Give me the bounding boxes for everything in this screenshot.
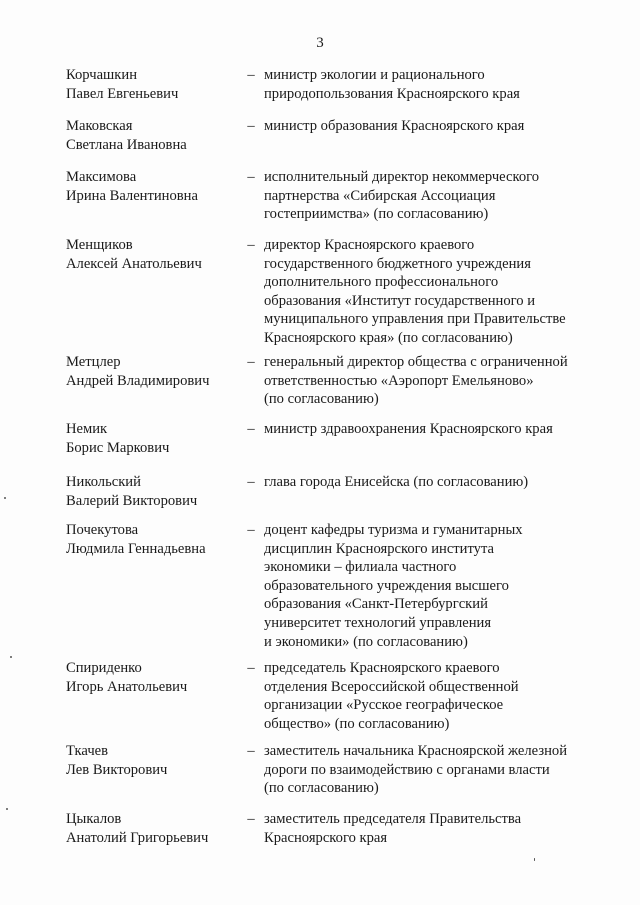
member-position — [264, 420, 604, 439]
member-surname: Метцлер — [66, 354, 121, 370]
position-line: дополнительного профессионального — [264, 274, 499, 291]
position-line: доцент кафедры туризма и гуманитарных — [264, 522, 523, 538]
position-line: природопользования Красноярского края — [264, 85, 520, 102]
scan-speck — [534, 858, 535, 861]
position-line: генеральный директор общества с ограниченной — [264, 354, 568, 370]
member-given-name: Андрей Владимирович — [66, 372, 210, 389]
member-given-name: Лев Викторович — [66, 761, 168, 778]
member-given-name: Борис Маркович — [66, 439, 170, 456]
position-line: организации «Русское географическое — [264, 697, 504, 714]
position-line: Красноярского края — [264, 829, 388, 846]
position-line: министр образования Красноярского края — [264, 118, 525, 134]
dash: – — [247, 743, 255, 759]
position-line: председатель Красноярского краевого — [264, 660, 500, 676]
position-line: исполнительный директор некоммерческого — [264, 169, 540, 185]
position-line: экономики – филиала частного — [264, 559, 457, 576]
member-given-name: Людмила Геннадьевна — [66, 540, 206, 557]
dash: – — [247, 118, 255, 134]
member-name — [66, 742, 241, 779]
member-given-name: Алексей Анатольевич — [66, 255, 202, 272]
member-name — [66, 66, 241, 103]
dash: – — [247, 811, 255, 827]
position-line: заместитель председателя Правительства — [264, 811, 522, 827]
dash: – — [247, 522, 255, 538]
member-surname: Почекутова — [66, 522, 139, 538]
member-surname: Немик — [66, 421, 108, 437]
position-line: университет технологий управления — [264, 614, 492, 631]
position-line: государственного бюджетного учреждения — [264, 255, 531, 272]
position-line: дисциплин Красноярского института — [264, 540, 495, 557]
position-line: заместитель начальника Красноярской железной — [264, 743, 568, 759]
position-line: общество» (по согласованию) — [264, 715, 450, 732]
position-line: ответственностью «Аэропорт Емельяново» — [264, 372, 534, 389]
position-line: образования «Институт государственного и — [264, 292, 536, 309]
position-line: глава города Енисейска (по согласованию) — [264, 474, 529, 490]
member-given-name: Анатолий Григорьевич — [66, 829, 209, 846]
dash: – — [247, 169, 255, 185]
member-given-name: Ирина Валентиновна — [66, 187, 198, 204]
dash: – — [247, 421, 255, 437]
position-line: министр здравоохранения Красноярского края — [264, 421, 553, 437]
position-line: Красноярского края» (по согласованию) — [264, 329, 513, 346]
member-position — [264, 659, 604, 733]
member-position — [264, 236, 604, 348]
position-line: партнерства «Сибирская Ассоциация — [264, 187, 496, 204]
member-position — [264, 521, 604, 651]
member-given-name: Игорь Анатольевич — [66, 678, 188, 695]
member-surname: Спириденко — [66, 660, 142, 676]
scan-speck — [4, 497, 6, 499]
member-name — [66, 420, 241, 457]
member-name — [66, 168, 241, 205]
member-position — [264, 810, 604, 847]
member-given-name: Светлана Ивановна — [66, 136, 187, 153]
position-line: (по согласованию) — [264, 780, 379, 797]
position-line: гостеприимства» (по согласованию) — [264, 206, 489, 223]
member-position — [264, 66, 604, 103]
position-line: дороги по взаимодействию с органами власти — [264, 761, 550, 778]
member-surname: Максимова — [66, 169, 137, 185]
member-given-name: Валерий Викторович — [66, 492, 198, 509]
position-line: (по согласованию) — [264, 391, 379, 408]
member-name — [66, 810, 241, 847]
member-position — [264, 353, 604, 409]
member-surname: Менщиков — [66, 237, 133, 253]
member-name — [66, 117, 241, 154]
scan-speck — [6, 808, 8, 810]
dash: – — [247, 237, 255, 253]
member-position — [264, 473, 604, 492]
member-surname: Никольский — [66, 474, 141, 490]
member-position — [264, 742, 604, 798]
member-name — [66, 659, 241, 696]
position-line: муниципального управления при Правительстве — [264, 311, 566, 328]
position-line: образовательного учреждения высшего — [264, 577, 509, 594]
member-surname: Ткачев — [66, 743, 109, 759]
member-surname: Корчашкин — [66, 67, 138, 83]
member-surname: Цыкалов — [66, 811, 122, 827]
member-name — [66, 521, 241, 558]
position-line: и экономики» (по согласованию) — [264, 633, 468, 650]
member-surname: Маковская — [66, 118, 133, 134]
member-name — [66, 353, 241, 390]
position-line: образования «Санкт-Петербургский — [264, 596, 488, 613]
member-name — [66, 236, 241, 273]
member-position — [264, 168, 604, 224]
scan-speck — [10, 656, 12, 658]
member-position — [264, 117, 604, 136]
position-line: директор Красноярского краевого — [264, 237, 475, 253]
dash: – — [247, 354, 255, 370]
position-line: отделения Всероссийской общественной — [264, 678, 519, 695]
member-given-name: Павел Евгеньевич — [66, 85, 179, 102]
position-line: министр экологии и рационального — [264, 67, 485, 83]
dash: – — [247, 474, 255, 490]
dash: – — [247, 660, 255, 676]
page-number: 3 — [316, 35, 324, 51]
member-name — [66, 473, 241, 510]
dash: – — [247, 67, 255, 83]
